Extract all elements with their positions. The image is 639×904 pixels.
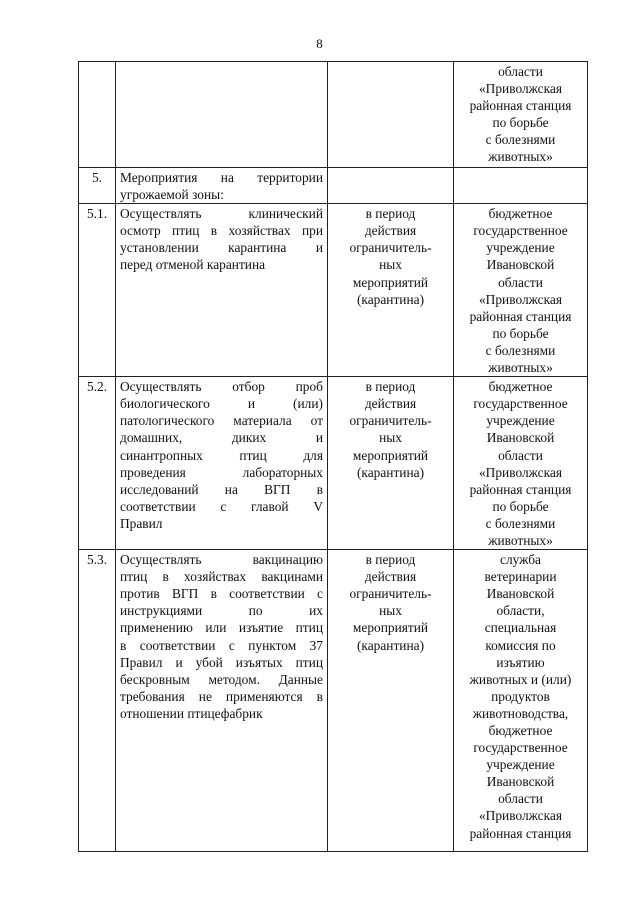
responsible-text-line: «Приволжская — [478, 291, 563, 307]
action-text-line: биологического и (или) — [120, 396, 323, 412]
action-text-line: птиц в хозяйствах вакцинами — [120, 569, 323, 585]
term-cell — [328, 62, 454, 168]
responsible-text-line: области, — [496, 603, 545, 619]
action-text-line: угрожаемой зоны: — [120, 187, 224, 203]
measures-table — [78, 61, 588, 852]
action-text-line: исследований на ВГП в — [120, 481, 323, 497]
responsible-text-line: государственное — [473, 396, 568, 412]
responsible-text-line: «Приволжская — [478, 81, 563, 97]
responsible-text-line: по борьбе — [492, 325, 549, 341]
action-text-line: бескровным методом. Данные — [120, 671, 323, 687]
term-text-line: в период — [365, 379, 416, 395]
responsible-text-line: области — [498, 64, 543, 79]
responsible-text-line: изъятию — [496, 654, 545, 670]
action-text-line: Правил и убой изъятых птиц — [120, 654, 323, 670]
responsible-text-line: «Приволжская — [478, 808, 563, 824]
responsible-text-line: с болезнями — [485, 132, 556, 148]
responsible-text-line: районная станция — [469, 98, 572, 114]
action-cell — [116, 168, 328, 204]
responsible-text-line: животных» — [488, 360, 553, 376]
responsible-text-line: Ивановской — [486, 586, 555, 602]
responsible-text-line: области — [498, 791, 543, 807]
responsible-text-line: животных и (или) — [469, 671, 572, 687]
responsible-text-line: учреждение — [486, 240, 555, 256]
term-text-line: ных — [379, 430, 402, 446]
action-cell — [116, 62, 328, 168]
responsible-cell — [454, 377, 588, 550]
term-text-line: (карантина) — [356, 637, 425, 653]
term-text-line: мероприятий — [352, 274, 429, 290]
responsible-text-line: государственное — [473, 740, 568, 756]
responsible-text-line: животных» — [488, 149, 553, 165]
table-row — [79, 204, 588, 377]
action-text-line: соответствии с главой V — [120, 498, 323, 514]
responsible-text-line: бюджетное — [488, 206, 553, 222]
term-text-line: мероприятий — [352, 447, 429, 463]
responsible-text-line: с болезнями — [485, 342, 556, 358]
action-text-line: осмотр птиц в хозяйствах при — [120, 223, 323, 239]
action-text-line: Осуществлять вакцинацию — [120, 552, 323, 568]
responsible-cell — [454, 168, 588, 204]
term-cell — [328, 204, 454, 377]
action-text-line: в соответствии с пунктом 37 — [120, 637, 323, 653]
term-text-line: ограничитель- — [349, 413, 432, 429]
responsible-text-line: учреждение — [486, 413, 555, 429]
row-number-cell — [79, 62, 116, 168]
responsible-text-line: комиссия по — [485, 637, 556, 653]
term-text-line: ограничитель- — [349, 586, 432, 602]
responsible-text-line: районная станция — [469, 825, 572, 841]
action-text-line: установлении карантина и — [120, 240, 323, 256]
term-text-line: мероприятий — [352, 620, 429, 636]
action-text-line: отношении птицефабрик — [120, 705, 263, 721]
action-text-line: домашних, диких и — [120, 430, 323, 446]
term-cell — [328, 377, 454, 550]
term-text-line: (карантина) — [356, 464, 425, 480]
table-row — [79, 168, 588, 204]
responsible-text-line: продуктов — [491, 688, 550, 704]
action-text-line: Правил — [120, 515, 163, 531]
term-text-line: в период — [365, 552, 416, 568]
term-text-line: действия — [364, 396, 417, 412]
responsible-text-line: учреждение — [486, 757, 555, 773]
action-text-line: синантропных птиц для — [120, 447, 323, 463]
action-text-line: требования не применяются в — [120, 688, 323, 704]
action-text-line: патологического материала от — [120, 413, 323, 429]
responsible-text-line: государственное — [473, 223, 568, 239]
term-text-line: в период — [365, 206, 416, 222]
row-number-cell — [79, 377, 116, 550]
responsible-text-line: служба — [500, 552, 541, 568]
term-text-line: ных — [379, 257, 402, 273]
action-text-line: инструкциями по их — [120, 603, 323, 619]
responsible-text-line: «Приволжская — [478, 464, 563, 480]
action-cell — [116, 377, 328, 550]
responsible-text-line: по борьбе — [492, 498, 549, 514]
table-row — [79, 62, 588, 168]
row-number: 5.3. — [86, 552, 108, 568]
responsible-text-line: Ивановской — [486, 430, 555, 446]
responsible-text-line: по борьбе — [492, 115, 549, 131]
responsible-cell — [454, 204, 588, 377]
row-number: 5.2. — [86, 379, 108, 395]
responsible-text-line: области — [498, 447, 543, 463]
responsible-text-line: специальная — [484, 620, 557, 636]
term-text-line: действия — [364, 569, 417, 585]
row-number-cell — [79, 168, 116, 204]
responsible-text-line: ветеринарии — [484, 569, 557, 585]
responsible-text-line: животноводства, — [472, 705, 569, 721]
action-text-line: против ВГП в соответствии с — [120, 586, 323, 602]
responsible-text-line: бюджетное — [488, 379, 553, 395]
term-text-line: (карантина) — [356, 291, 425, 307]
responsible-text-line: Ивановской — [486, 774, 555, 790]
responsible-text-line: Ивановской — [486, 257, 555, 273]
action-cell — [116, 550, 328, 852]
row-number-cell — [79, 204, 116, 377]
responsible-text-line: с болезнями — [485, 515, 556, 531]
responsible-cell — [454, 550, 588, 852]
action-text-line: перед отменой карантина — [120, 257, 266, 273]
term-text-line: действия — [364, 223, 417, 239]
responsible-cell — [454, 62, 588, 168]
responsible-text-line: области — [498, 274, 543, 290]
term-text-line: ных — [379, 603, 402, 619]
term-cell — [328, 550, 454, 852]
responsible-text-line: бюджетное — [488, 723, 553, 738]
term-cell — [328, 168, 454, 204]
table-row — [79, 377, 588, 550]
row-number-cell — [79, 550, 116, 852]
table-row — [79, 550, 588, 852]
action-text-line: проведения лабораторных — [120, 464, 323, 480]
action-text-line: Осуществлять отбор проб — [120, 379, 323, 395]
page-number: 8 — [316, 36, 323, 51]
term-text-line: ограничитель- — [349, 240, 432, 256]
row-number: 5.1. — [86, 206, 108, 222]
row-number: 5. — [91, 170, 103, 185]
action-text-line: Мероприятия на территории — [120, 170, 323, 185]
responsible-text-line: районная станция — [469, 308, 572, 324]
action-text-line: Осуществлять клинический — [120, 206, 323, 222]
responsible-text-line: районная станция — [469, 481, 572, 497]
responsible-text-line: животных» — [488, 532, 553, 548]
action-cell — [116, 204, 328, 377]
action-text-line: применению или изъятие птиц — [120, 620, 323, 636]
